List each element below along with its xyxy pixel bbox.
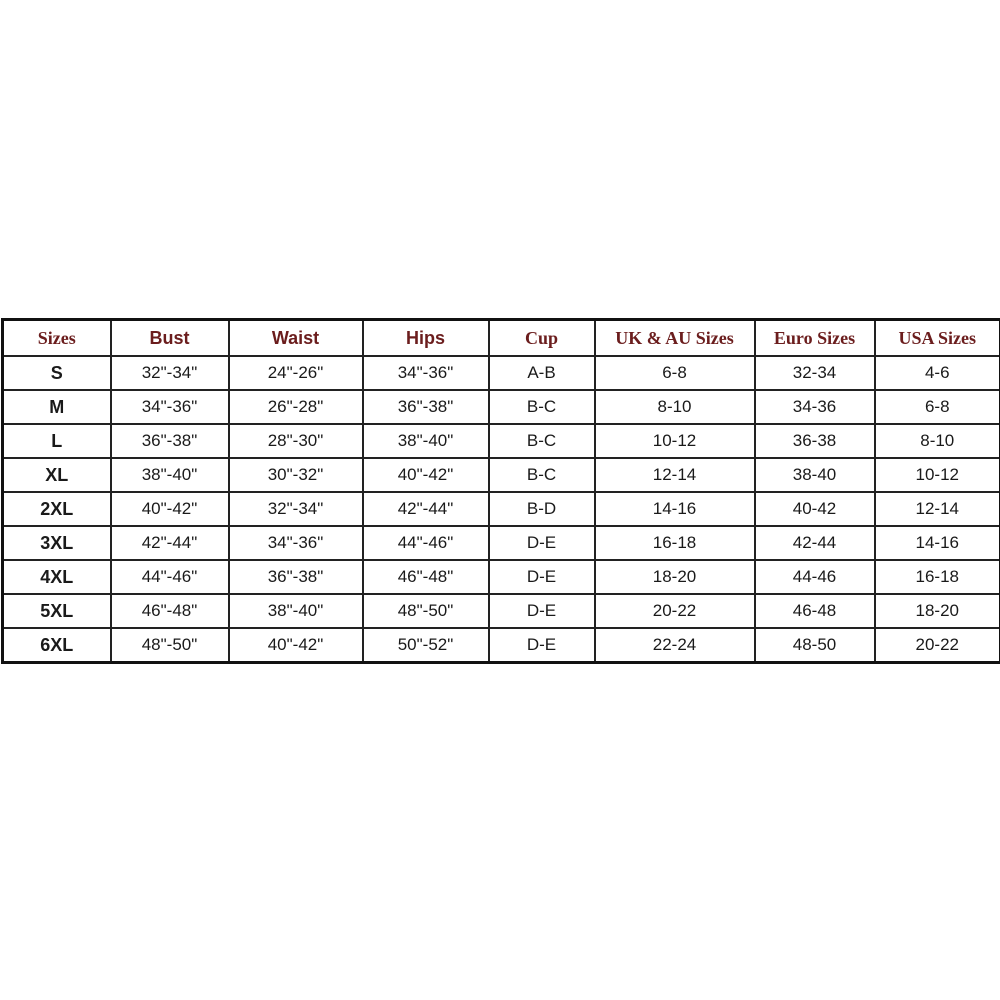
hips-cell: 34"-36" — [363, 356, 489, 390]
usa-size-cell: 18-20 — [875, 594, 1000, 628]
cup-cell: D-E — [489, 560, 595, 594]
waist-cell: 40"-42" — [229, 628, 363, 663]
euro-size-cell: 48-50 — [755, 628, 875, 663]
header-waist: Waist — [229, 320, 363, 357]
table-row — [3, 356, 1000, 390]
size-cell: M — [3, 390, 111, 424]
euro-size-cell: 40-42 — [755, 492, 875, 526]
euro-size-cell: 42-44 — [755, 526, 875, 560]
size-cell: 6XL — [3, 628, 111, 663]
waist-cell: 38"-40" — [229, 594, 363, 628]
hips-cell: 50"-52" — [363, 628, 489, 663]
cup-cell: B-C — [489, 424, 595, 458]
table-row — [3, 594, 1000, 628]
header-usa-sizes: USA Sizes — [875, 320, 1000, 357]
bust-cell: 46"-48" — [111, 594, 229, 628]
euro-size-cell: 44-46 — [755, 560, 875, 594]
waist-cell: 34"-36" — [229, 526, 363, 560]
uk-au-size-cell: 16-18 — [595, 526, 755, 560]
cup-cell: B-C — [489, 458, 595, 492]
bust-cell: 34"-36" — [111, 390, 229, 424]
uk-au-size-cell: 20-22 — [595, 594, 755, 628]
uk-au-size-cell: 18-20 — [595, 560, 755, 594]
usa-size-cell: 10-12 — [875, 458, 1000, 492]
bust-cell: 42"-44" — [111, 526, 229, 560]
header-row — [3, 320, 1000, 357]
uk-au-size-cell: 10-12 — [595, 424, 755, 458]
bust-cell: 44"-46" — [111, 560, 229, 594]
bust-cell: 36"-38" — [111, 424, 229, 458]
table-row — [3, 526, 1000, 560]
table-row — [3, 424, 1000, 458]
waist-cell: 30"-32" — [229, 458, 363, 492]
header-cup: Cup — [489, 320, 595, 357]
uk-au-size-cell: 14-16 — [595, 492, 755, 526]
size-chart-container — [0, 318, 1000, 686]
header-bust: Bust — [111, 320, 229, 357]
hips-cell: 38"-40" — [363, 424, 489, 458]
size-cell: 4XL — [3, 560, 111, 594]
waist-cell: 32"-34" — [229, 492, 363, 526]
usa-size-cell: 6-8 — [875, 390, 1000, 424]
size-chart-body — [3, 356, 1000, 663]
header-hips: Hips — [363, 320, 489, 357]
header-euro-sizes: Euro Sizes — [755, 320, 875, 357]
bust-cell: 40"-42" — [111, 492, 229, 526]
uk-au-size-cell: 22-24 — [595, 628, 755, 663]
cup-cell: D-E — [489, 628, 595, 663]
waist-cell: 26"-28" — [229, 390, 363, 424]
cup-cell: B-C — [489, 390, 595, 424]
bust-cell: 48"-50" — [111, 628, 229, 663]
waist-cell: 36"-38" — [229, 560, 363, 594]
table-row — [3, 628, 1000, 663]
euro-size-cell: 34-36 — [755, 390, 875, 424]
waist-cell: 28"-30" — [229, 424, 363, 458]
usa-size-cell: 14-16 — [875, 526, 1000, 560]
euro-size-cell: 36-38 — [755, 424, 875, 458]
size-cell: L — [3, 424, 111, 458]
usa-size-cell: 8-10 — [875, 424, 1000, 458]
euro-size-cell: 32-34 — [755, 356, 875, 390]
cup-cell: D-E — [489, 594, 595, 628]
usa-size-cell: 12-14 — [875, 492, 1000, 526]
header-sizes: Sizes — [3, 320, 111, 357]
hips-cell: 46"-48" — [363, 560, 489, 594]
table-row — [3, 390, 1000, 424]
uk-au-size-cell: 12-14 — [595, 458, 755, 492]
size-cell: S — [3, 356, 111, 390]
hips-cell: 48"-50" — [363, 594, 489, 628]
table-row — [3, 492, 1000, 526]
uk-au-size-cell: 8-10 — [595, 390, 755, 424]
hips-cell: 36"-38" — [363, 390, 489, 424]
table-row — [3, 458, 1000, 492]
size-cell: XL — [3, 458, 111, 492]
hips-cell: 44"-46" — [363, 526, 489, 560]
uk-au-size-cell: 6-8 — [595, 356, 755, 390]
size-cell: 5XL — [3, 594, 111, 628]
usa-size-cell: 4-6 — [875, 356, 1000, 390]
size-chart-table — [1, 318, 1000, 664]
euro-size-cell: 38-40 — [755, 458, 875, 492]
cup-cell: D-E — [489, 526, 595, 560]
hips-cell: 42"-44" — [363, 492, 489, 526]
hips-cell: 40"-42" — [363, 458, 489, 492]
euro-size-cell: 46-48 — [755, 594, 875, 628]
bust-cell: 32"-34" — [111, 356, 229, 390]
usa-size-cell: 20-22 — [875, 628, 1000, 663]
header-uk-au-sizes: UK & AU Sizes — [595, 320, 755, 357]
bust-cell: 38"-40" — [111, 458, 229, 492]
usa-size-cell: 16-18 — [875, 560, 1000, 594]
cup-cell: A-B — [489, 356, 595, 390]
table-row — [3, 560, 1000, 594]
waist-cell: 24"-26" — [229, 356, 363, 390]
size-cell: 2XL — [3, 492, 111, 526]
size-cell: 3XL — [3, 526, 111, 560]
cup-cell: B-D — [489, 492, 595, 526]
